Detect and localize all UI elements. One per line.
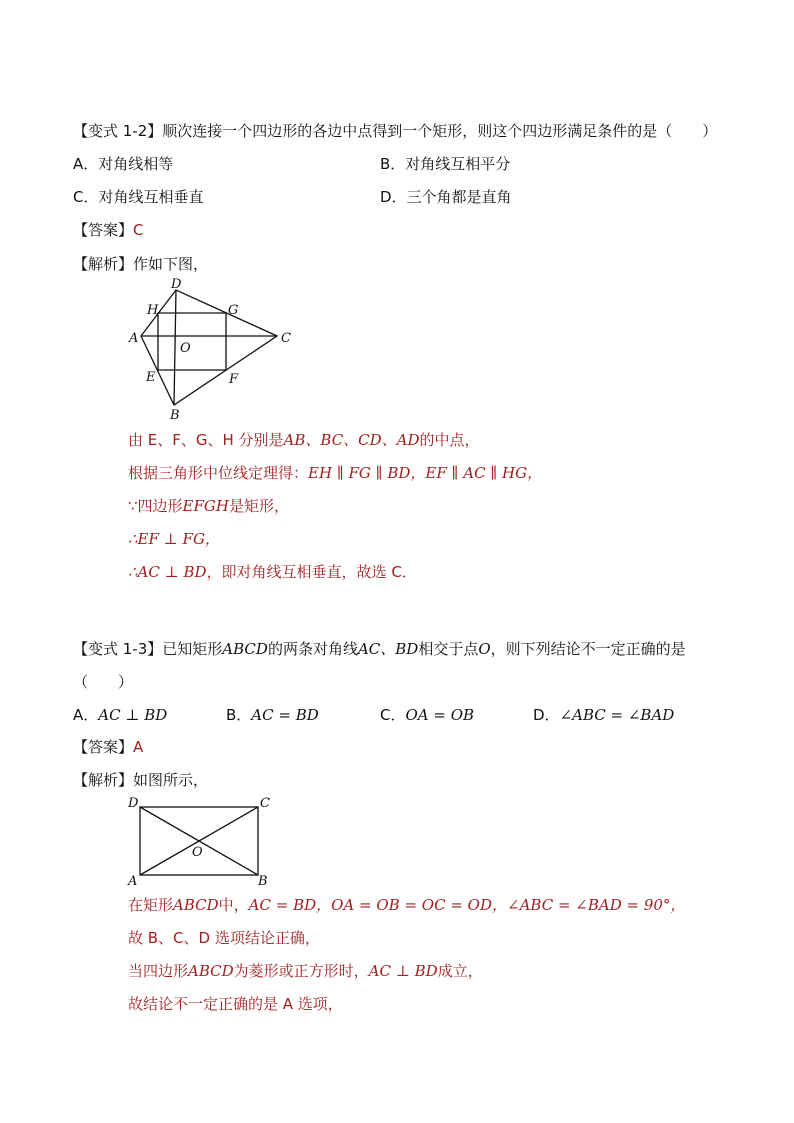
analysis-line (73, 770, 208, 790)
option-d: D．三个角都是直角 (380, 188, 512, 206)
option-c: C．对角线互相垂直 (73, 188, 204, 206)
answer-tag: 【答案】 (73, 221, 134, 239)
label-b: B (170, 408, 180, 423)
solution-step-1: 在矩形ABCD中，AC = BD，OA = OB = OC = OD，∠ABC = ∠BAD = 90°， (128, 896, 686, 914)
analysis-tag: 【解析】 (73, 255, 134, 273)
answer-tag: 【答案】 (73, 738, 134, 756)
label-d: D (128, 796, 139, 811)
solution-step-2: 故 B、C、D 选项结论正确， (128, 929, 320, 947)
label-o: O (192, 845, 203, 860)
option-b: B．对角线互相平分 (380, 155, 511, 173)
quadrilateral-midpoint-figure (120, 278, 310, 424)
label-e: E (146, 370, 156, 385)
analysis-intro: 如图所示， (133, 771, 209, 789)
option-a: A．对角线相等 (73, 155, 174, 173)
solution-step-4: 故结论不一定正确的是 A 选项， (128, 995, 343, 1013)
question-paren: （ ） (73, 673, 134, 691)
label-c: C (281, 331, 291, 346)
label-h: H (147, 303, 159, 318)
solution-step-3: ∵四边形EFGH是矩形， (128, 497, 289, 515)
question-text: 顺次连接一个四边形的各边中点得到一个矩形，则这个四边形满足条件的是（ ） (162, 122, 718, 140)
label-c: C (260, 796, 270, 811)
problem-1-3-question: 【变式 1-3】已知矩形ABCD的两条对角线AC、BD相交于点O，则下列结论不一定正确的是 (73, 640, 686, 658)
solution-step-2: 根据三角形中位线定理得：EH ∥ FG ∥ BD，EF ∥ AC ∥ HG， (128, 464, 543, 482)
answer-value: C (133, 221, 144, 239)
label-a: A (128, 874, 138, 889)
analysis-tag: 【解析】 (73, 771, 134, 789)
diagonal-bd (174, 290, 176, 405)
midpoint-rectangle-efgh (158, 313, 226, 370)
quadrilateral-abcd (141, 290, 277, 405)
label-g: G (228, 303, 239, 318)
option-d: D．∠ABC = ∠BAD (533, 706, 675, 724)
problem-tag: 【变式 1-3】 (73, 640, 163, 658)
analysis-intro: 作如下图， (133, 255, 209, 273)
label-d: D (171, 278, 182, 292)
rectangle-diagonals-figure (120, 792, 280, 892)
analysis-line (73, 254, 208, 274)
problem-1-2-question (73, 121, 717, 141)
solution-step-5: ∴AC ⊥ BD，即对角线互相垂直，故选 C． (128, 563, 417, 581)
option-c: C．OA = OB (380, 706, 475, 724)
answer-line (73, 220, 144, 240)
answer-value: A (133, 738, 144, 756)
option-b: B．AC = BD (226, 706, 319, 724)
solution-step-3: 当四边形ABCD为菱形或正方形时，AC ⊥ BD成立， (128, 962, 483, 980)
label-a: A (129, 331, 139, 346)
answer-line (73, 737, 143, 757)
option-a: A．AC ⊥ BD (73, 706, 168, 724)
label-o: O (180, 341, 191, 356)
problem-tag: 【变式 1-2】 (73, 122, 163, 140)
label-b: B (258, 874, 268, 889)
solution-step-1: 由 E、F、G、H 分别是AB、BC、CD、AD的中点， (128, 431, 480, 449)
solution-step-4: ∴EF ⊥ FG， (128, 530, 220, 548)
label-f: F (229, 372, 239, 387)
